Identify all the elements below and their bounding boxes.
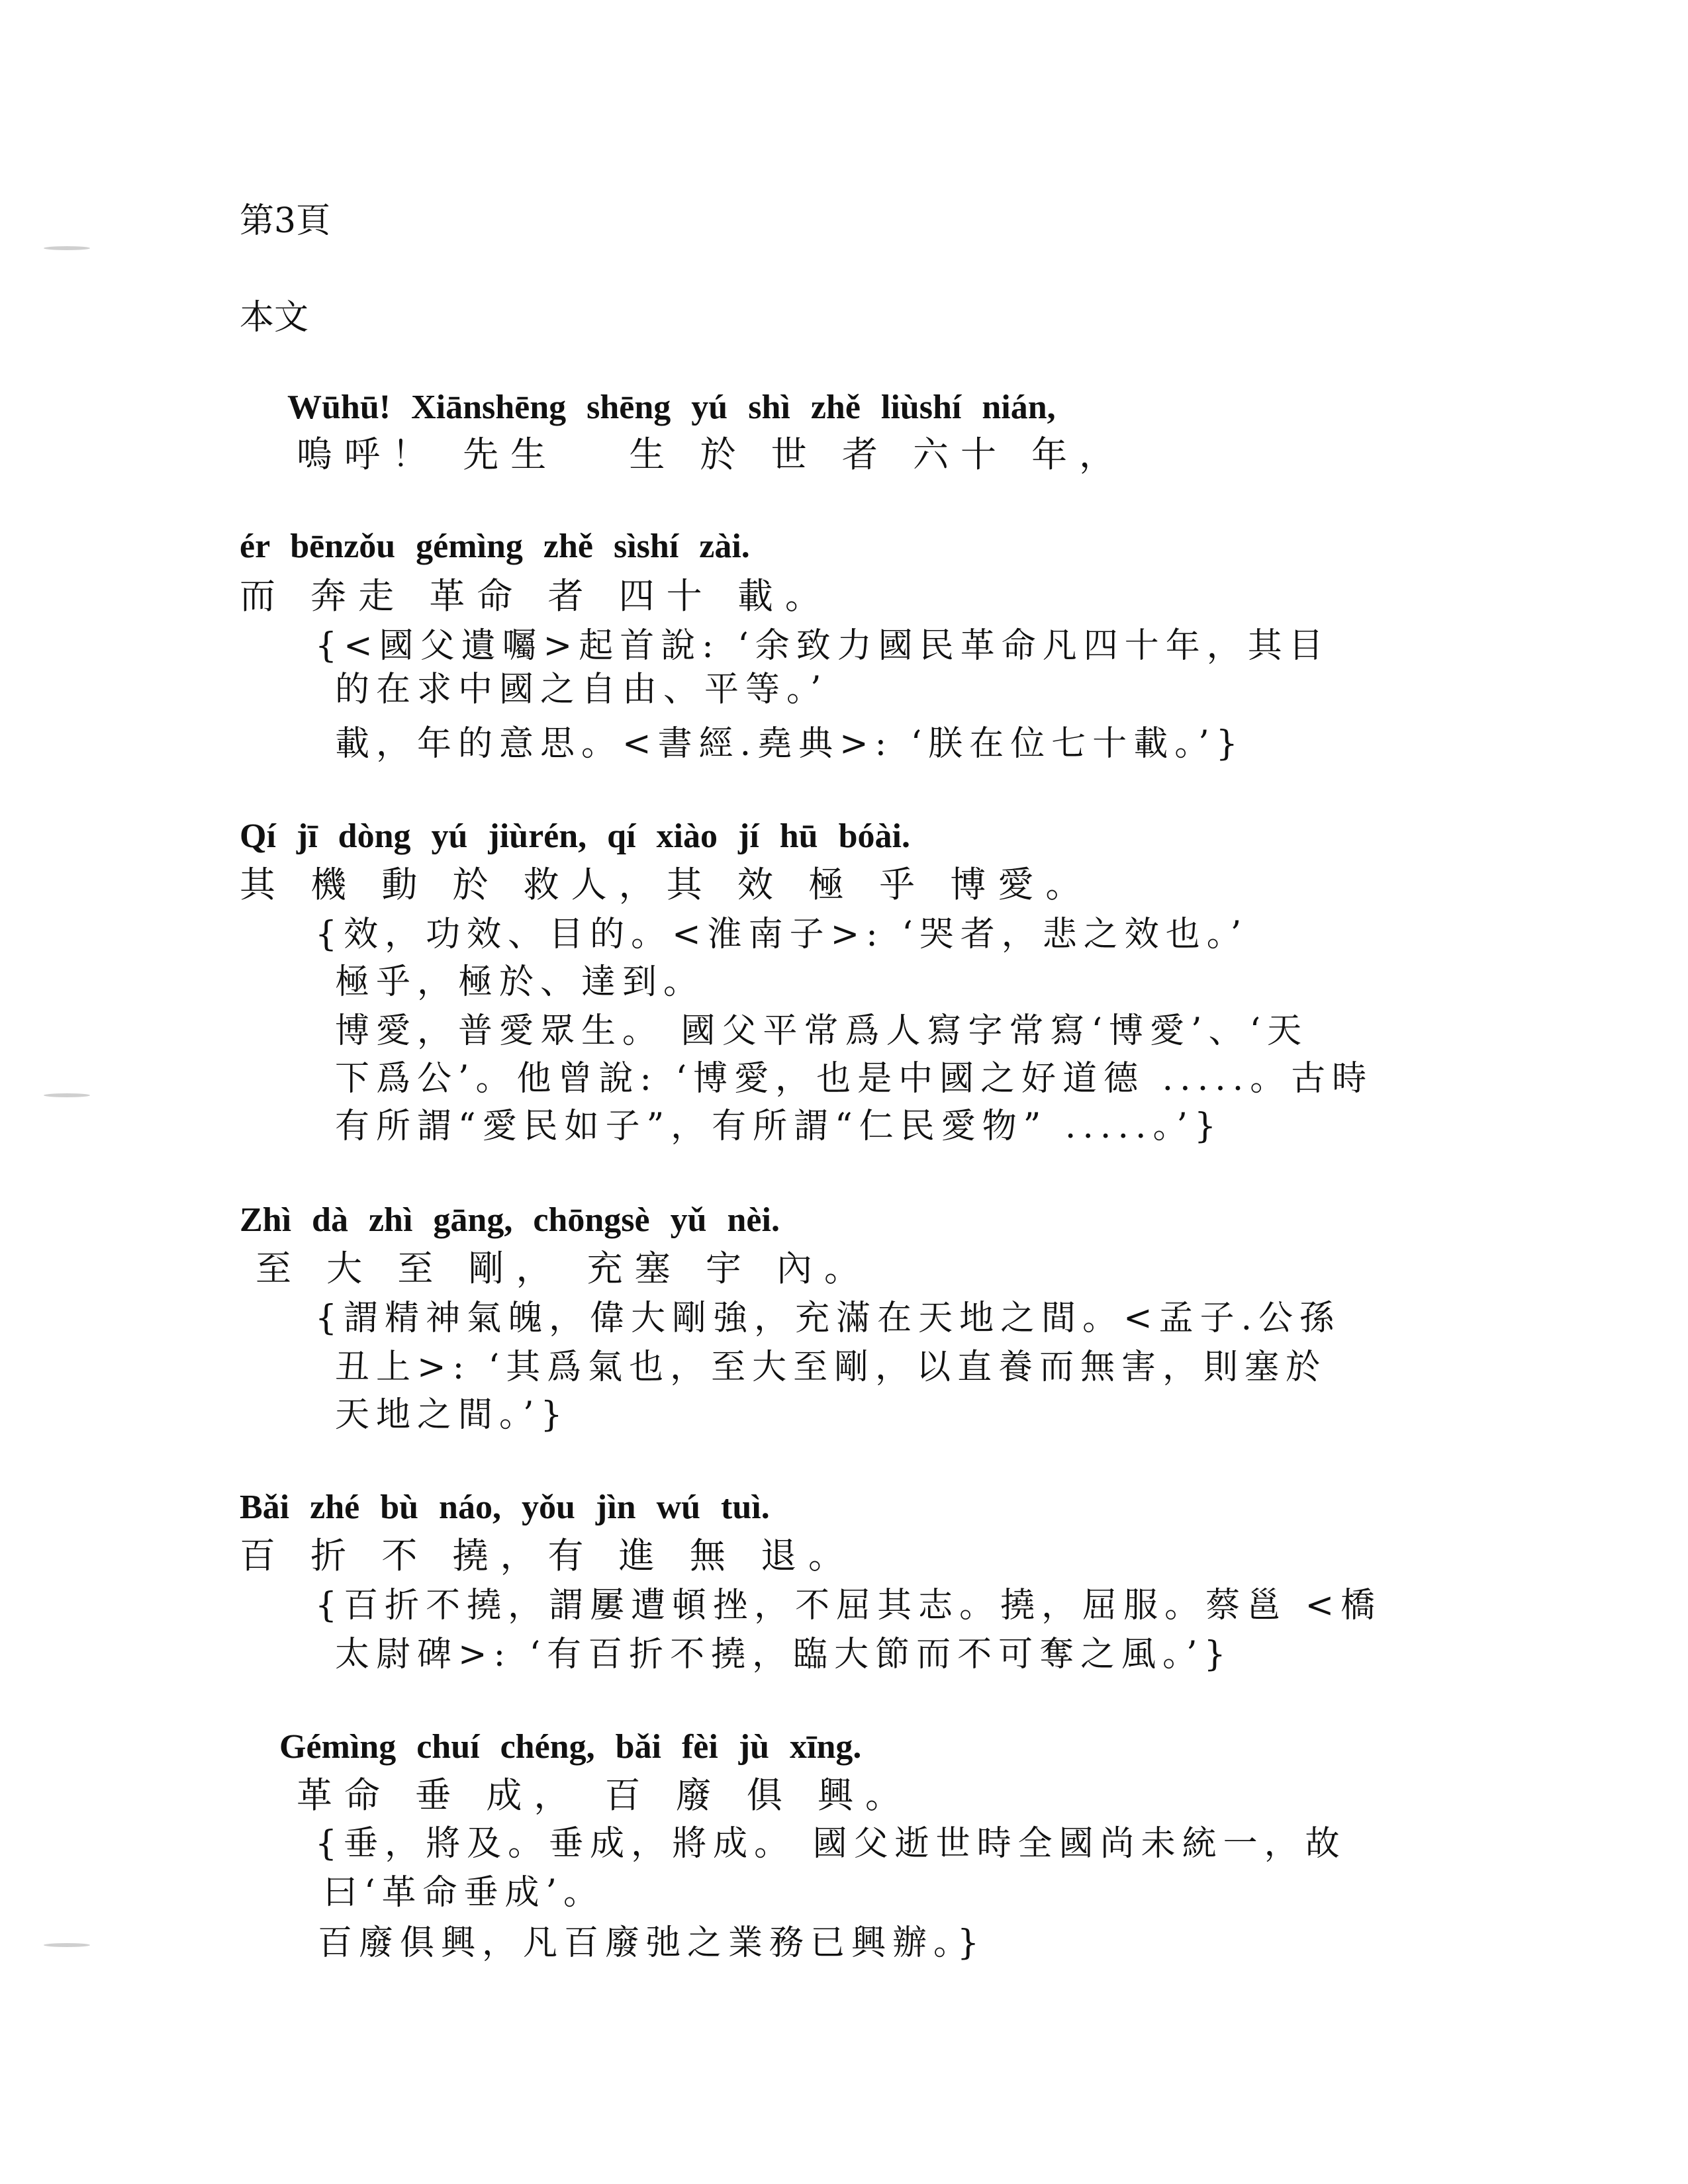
annotation-line: {垂，將及。垂成，將成。 國父逝世時全國尚未統一，故 <box>315 1824 1346 1864</box>
hanzi-line: 其 機 動 於 救人，其 效 極 乎 博愛。 <box>240 864 1094 905</box>
scan-mark <box>44 246 90 250</box>
annotation-line: 百廢俱興，凡百廢弛之業務已興辦。} <box>318 1923 986 1963</box>
annotation-line: 的在求中國之自由、平等。’ <box>335 670 828 709</box>
hanzi-line: 百 折 不 撓，有 進 無 退。 <box>240 1535 856 1576</box>
annotation-line: {效，功效、目的。<淮南子>: ‘哭者，悲之效也。’ <box>315 915 1248 954</box>
pinyin-line: Wūhū! Xiānshēng shēng yú shì zhě liùshí nián, <box>287 388 1056 426</box>
annotation-line: 有所謂“愛民如子”，有所謂“仁民愛物” .....。’} <box>335 1107 1223 1146</box>
scan-mark <box>44 1093 90 1097</box>
hanzi-line: 革命 垂 成， 百 廢 俱 興。 <box>297 1774 913 1816</box>
pinyin-line: Zhì dà zhì gāng, chōngsè yǔ nèi. <box>240 1201 780 1239</box>
annotation-line: {<國父遺囑>起首說: ‘余致力國民革命凡四十年，其目 <box>315 626 1330 666</box>
scan-mark <box>44 1943 90 1947</box>
annotation-line: {謂精神氣魄，偉大剛強，充滿在天地之間。<孟子.公孫 <box>315 1298 1341 1338</box>
annotation-line: 丑上>: ‘其爲氣也，至大至剛，以直養而無害，則塞於 <box>335 1347 1327 1387</box>
annotation-line: {百折不撓，謂屢遭頓挫，不屈其志。撓，屈服。蔡邕 <橋 <box>315 1586 1382 1625</box>
annotation-line: 極乎，極於、達到。 <box>335 962 705 1002</box>
pinyin-line: Qí jī dòng yú jiùrén, qí xiào jí hū bóài. <box>240 817 910 855</box>
pinyin-line: ér bēnzǒu gémìng zhě sìshí zài. <box>240 527 750 565</box>
annotation-line: 太尉碑>: ‘有百折不撓，臨大節而不可奪之風。’} <box>335 1635 1233 1674</box>
hanzi-line: 嗚呼！ 先生 生 於 世 者 六十 年， <box>297 433 1127 475</box>
pinyin-line: Bǎi zhé bù náo, yǒu jìn wú tuì. <box>240 1488 770 1526</box>
page-number-label: 第3頁 <box>240 201 331 241</box>
hanzi-line: 而 奔走 革命 者 四十 載。 <box>240 575 833 617</box>
pinyin-line: Gémìng chuí chéng, bǎi fèi jù xīng. <box>279 1728 862 1766</box>
annotation-line: 載，年的意思。<書經.堯典>: ‘朕在位七十載。’} <box>335 724 1244 764</box>
section-title: 本文 <box>240 298 309 338</box>
annotation-line: 曰‘革命垂成’。 <box>323 1873 605 1913</box>
hanzi-line: 至 大 至 剛， 充塞 宇 內。 <box>256 1248 872 1289</box>
annotation-line: 博愛，普愛眾生。 國父平常爲人寫字常寫‘博愛’、‘天 <box>335 1011 1309 1051</box>
annotation-line: 天地之間。’} <box>335 1395 569 1435</box>
annotation-line: 下爲公’。他曾說: ‘博愛，也是中國之好道德 .....。古時 <box>335 1059 1374 1099</box>
